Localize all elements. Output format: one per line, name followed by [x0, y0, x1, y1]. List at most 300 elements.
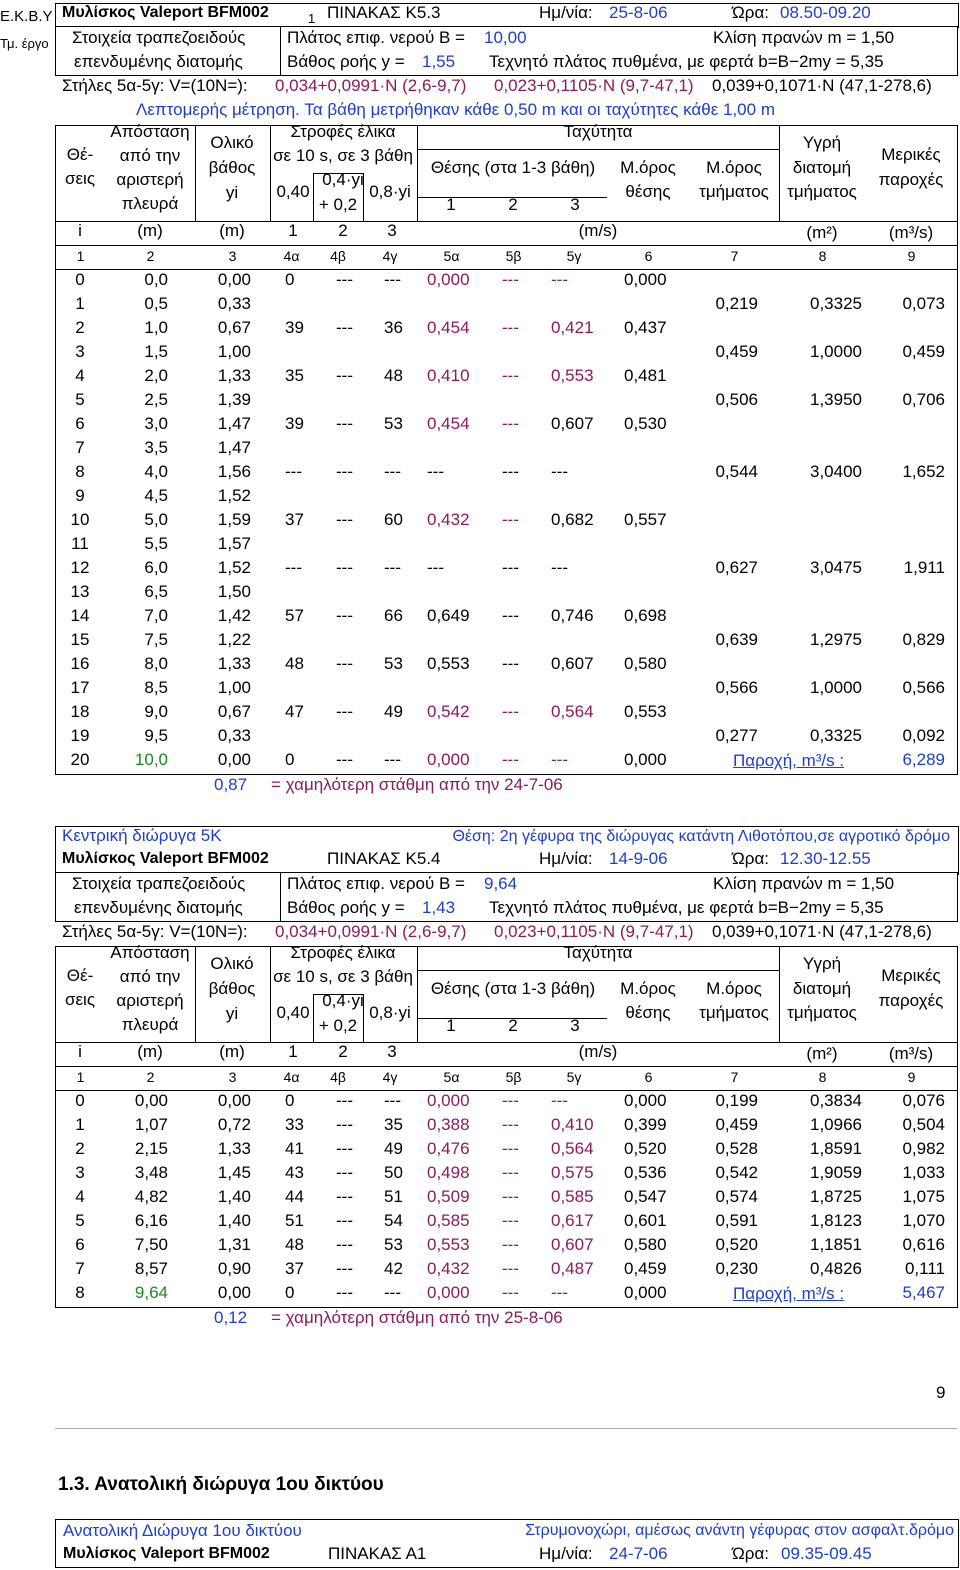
header-partial-flow-2: παροχές [878, 170, 944, 189]
page-mark: 1 [308, 11, 316, 26]
table-cell: --- [502, 606, 519, 625]
header-position-2: σεις [64, 990, 96, 1009]
table-cell: --- [285, 558, 302, 577]
table-cell: 1,40 [217, 1187, 251, 1206]
column-number: 6 [644, 1069, 653, 1085]
numbering-divider [55, 245, 957, 246]
table-cell: --- [502, 702, 519, 721]
table-cell: 1,39 [217, 390, 251, 409]
column-number: 9 [907, 248, 916, 264]
table-cell: 0,199 [715, 1091, 758, 1110]
table-cell: 36 [384, 318, 403, 337]
table-cell: 0,498 [427, 1163, 470, 1182]
unit-velocity: (m/s) [578, 1042, 618, 1061]
page-divider [55, 1428, 957, 1429]
header-divider [313, 173, 363, 174]
table-cell: 0,3325 [810, 294, 862, 313]
table-cell: 0,388 [427, 1115, 470, 1134]
table-cell: 0,410 [427, 366, 470, 385]
table-cell: 0,520 [715, 1235, 758, 1254]
header-mean-segment-2: τμήματος [699, 182, 769, 201]
column-number: 1 [76, 248, 85, 264]
table-cell: --- [502, 1211, 519, 1230]
table-cell: 1,47 [217, 414, 251, 433]
table-cell: --- [285, 462, 302, 481]
table-cell: --- [551, 750, 568, 769]
table-cell: 17 [70, 678, 90, 697]
table-cell: 47 [285, 702, 304, 721]
table-cell: 39 [285, 414, 304, 433]
table-cell: 4,82 [134, 1187, 168, 1206]
header-partial-flow-1: Μερικές [881, 145, 941, 164]
table-cell: --- [384, 750, 401, 769]
header-total-depth-3: yi [225, 1004, 239, 1023]
table-cell: 5 [75, 390, 85, 409]
table-cell: --- [336, 702, 353, 721]
header-divider [313, 173, 314, 221]
table-cell: 53 [384, 654, 403, 673]
table-cell: 43 [285, 1163, 304, 1182]
table-cell: 1,8725 [810, 1187, 862, 1206]
table-cell: 0,0 [144, 270, 168, 289]
column-number: 5α [443, 1069, 460, 1085]
table-cell: 1,0000 [810, 678, 862, 697]
table-cell: --- [502, 510, 519, 529]
location-text: Θέση: 2η γέφυρα της διώρυγας κατάντη Λιθοτόπου,σε αγροτικό δρόμο [452, 828, 950, 845]
header-mean-segment-2: τμήματος [699, 1003, 769, 1022]
table-cell: 0,536 [624, 1163, 667, 1182]
table-cell: 0,00 [217, 1283, 251, 1302]
header-distance-2: από την [119, 146, 181, 165]
table-cell: 1,07 [134, 1115, 168, 1134]
table-cell: 0,528 [715, 1139, 758, 1158]
table-cell: 0,553 [624, 702, 667, 721]
table-cell: --- [336, 1283, 353, 1302]
table-cell: 0,585 [551, 1187, 594, 1206]
table-cell: 10,0 [134, 750, 168, 769]
header-distance-1: Απόσταση [110, 943, 190, 962]
table-cell: 2 [75, 1139, 85, 1158]
table-cell: 0,111 [904, 1259, 945, 1278]
table-cell: 0,72 [217, 1115, 251, 1134]
table-cell: 6,0 [144, 558, 168, 577]
header-divider [313, 994, 314, 1042]
column-number: 5β [505, 1069, 522, 1085]
table-cell: 8 [75, 1283, 85, 1302]
table-cell: 1,2975 [810, 630, 862, 649]
unit-m-depth: (m) [219, 221, 245, 240]
table-id: ΠΙΝΑΚΑΣ Κ5.3 [327, 3, 441, 22]
header-position-1: Θέ- [66, 966, 94, 985]
table-cell: 0,601 [624, 1211, 667, 1230]
header-divider [195, 125, 196, 221]
column-number: 7 [730, 1069, 739, 1085]
header-position-velocity: Θέσης (στα 1-3 βάθη) [430, 979, 596, 998]
header-divider [417, 149, 780, 150]
table-cell: 1,0966 [810, 1115, 862, 1134]
total-flow-label: Παροχή, m³/s : [733, 1284, 845, 1303]
unit-area: (m²) [806, 223, 838, 242]
surface-width-value: 9,64 [484, 874, 518, 893]
table-cell: 50 [384, 1163, 403, 1182]
header-distance-4: πλευρά [121, 1015, 179, 1034]
table-cell: 15 [70, 630, 90, 649]
header-depth-040: 0,40 [276, 1003, 310, 1022]
unit-rev-2: 2 [338, 1042, 348, 1061]
table-cell: 0,580 [624, 654, 667, 673]
column-number: 5γ [566, 1069, 582, 1085]
table-cell: 0,000 [427, 270, 470, 289]
table-cell: 48 [384, 366, 403, 385]
table-cell: 18 [70, 702, 90, 721]
unit-velocity: (m/s) [578, 221, 618, 240]
table-cell: 0 [285, 270, 295, 289]
column-number: 2 [146, 1069, 155, 1085]
table-cell: 0,547 [624, 1187, 667, 1206]
table-cell: 0,616 [902, 1235, 945, 1254]
table-cell: 9,64 [134, 1283, 168, 1302]
table-cell: 0,000 [624, 1283, 667, 1302]
bottom-width-text: Τεχνητό πλάτος πυθμένα, με φερτά b=B−2my = 5,35 [489, 52, 884, 71]
table-cell: --- [502, 414, 519, 433]
table-cell: 0,454 [427, 318, 470, 337]
table-cell: 0,617 [551, 1211, 594, 1230]
table-cell: 0,3325 [810, 726, 862, 745]
flow-depth-label: Βάθος ροής y = [287, 52, 405, 71]
date-value: 14-9-06 [609, 849, 668, 868]
table-cell: 6,5 [144, 582, 168, 601]
header-position-2: σεις [64, 169, 96, 188]
header-velocity-depth-1: 1 [446, 195, 456, 214]
trapezoid-label-2: επενδυμένης διατομής [74, 898, 243, 917]
table-cell: 0 [285, 1091, 295, 1110]
header-divider [270, 946, 271, 1042]
table-cell: 3,0400 [810, 462, 862, 481]
table-cell: 1,8123 [810, 1211, 862, 1230]
header-revolutions-1: Στροφές έλικα [290, 122, 396, 141]
table-cell: 11 [71, 534, 89, 553]
header-velocity: Ταχύτητα [563, 122, 633, 141]
table-cell: 0,607 [551, 654, 594, 673]
table-cell: 4 [75, 1187, 85, 1206]
unit-m-distance: (m) [137, 221, 163, 240]
header-distance-1: Απόσταση [110, 122, 190, 141]
table-cell: 48 [285, 1235, 304, 1254]
header-divider [270, 125, 271, 221]
table-cell: 9 [75, 486, 85, 505]
table-cell: 19 [70, 726, 90, 745]
table-cell: 53 [384, 414, 403, 433]
table-cell: 0,580 [624, 1235, 667, 1254]
unit-m-distance: (m) [137, 1042, 163, 1061]
table-cell: 2,15 [134, 1139, 168, 1158]
table-cell: 0,607 [551, 1235, 594, 1254]
table-cell: 8,57 [134, 1259, 168, 1278]
table-cell: --- [336, 1211, 353, 1230]
table-cell: 0,476 [427, 1139, 470, 1158]
unit-flow: (m³/s) [888, 1044, 934, 1063]
date-value: 25-8-06 [609, 3, 668, 22]
table-cell: --- [502, 558, 519, 577]
table-cell: 1,0000 [810, 342, 862, 361]
header-wet-area-3: τμήματος [787, 1003, 857, 1022]
table-cell: 0,639 [715, 630, 758, 649]
table-cell: 0,000 [427, 1283, 470, 1302]
column-number: 4α [283, 248, 300, 264]
table-cell: 0,481 [624, 366, 667, 385]
table-cell: 1,3950 [810, 390, 862, 409]
header-mean-position-2: θέσης [625, 1003, 671, 1022]
table-cell: --- [502, 366, 519, 385]
table-cell: --- [336, 414, 353, 433]
header-wet-area-1: Υγρή [802, 954, 842, 973]
table-cell: 1,075 [902, 1187, 945, 1206]
table-cell: 1,22 [217, 630, 251, 649]
table-cell: --- [502, 1187, 519, 1206]
column-number: 6 [644, 248, 653, 264]
table-cell: 37 [285, 510, 304, 529]
table-cell: --- [502, 1091, 519, 1110]
header-total-depth-1: Ολικό [210, 133, 254, 152]
column-number: 9 [907, 1069, 916, 1085]
table-cell: 7 [75, 1259, 85, 1278]
table-cell: 0,073 [902, 294, 945, 313]
table-cell: 0,454 [427, 414, 470, 433]
table-cell: 9,5 [144, 726, 168, 745]
table-cell: 0,3834 [810, 1091, 862, 1110]
table-cell: 1,8591 [810, 1139, 862, 1158]
table-cell: 0,33 [217, 294, 251, 313]
header-mean-position-1: Μ.όρος [620, 979, 676, 998]
header-wet-area-3: τμήματος [787, 182, 857, 201]
header-depth-08y: 0,8·yi [369, 182, 411, 201]
table-cell: 41 [285, 1139, 304, 1158]
table-cell: 33 [285, 1115, 304, 1134]
table-cell: 5,5 [144, 534, 168, 553]
formula-1: 0,034+0,0991·N (2,6-9,7) [275, 76, 467, 95]
formula-3: 0,039+0,1071·N (47,1-278,6) [712, 922, 932, 941]
table-cell: 0,509 [427, 1187, 470, 1206]
header-divider [779, 125, 780, 221]
slope-text: Κλίση πρανών m = 1,50 [713, 874, 895, 893]
table-id: ΠΙΝΑΚΑΣ Α1 [328, 1544, 427, 1563]
table-cell: 0,553 [551, 366, 594, 385]
corner-text-2: Τμ. έργο [0, 36, 49, 51]
header-revolutions-2: σε 10 s, σε 3 βάθη [273, 967, 413, 986]
time-value: 08.50-09.20 [780, 3, 871, 22]
table-cell: --- [384, 558, 401, 577]
table-cell: --- [551, 1091, 568, 1110]
location-text: Στρυμονοχώρι, αμέσως ανάντη γέφυρας στον ασφαλτ.δρόμο [525, 1522, 954, 1539]
column-number: 4β [330, 248, 346, 264]
header-partial-flow-2: παροχές [878, 991, 944, 1010]
table-a1-header [55, 1519, 959, 1568]
time-label: Ώρα: [732, 849, 770, 868]
table-cell: 1,31 [217, 1235, 251, 1254]
date-label: Ημ/νία: [539, 849, 593, 868]
column-number: 4α [283, 1069, 300, 1085]
table-cell: --- [384, 1091, 401, 1110]
header-divider [195, 946, 196, 1042]
table-cell: --- [336, 1163, 353, 1182]
table-cell: 1,1851 [810, 1235, 862, 1254]
unit-i: i [78, 221, 82, 240]
table-cell: 0,000 [624, 750, 667, 769]
table-cell: --- [384, 270, 401, 289]
header-velocity-depth-3: 3 [570, 195, 580, 214]
table-cell: 1,911 [903, 558, 945, 577]
table-cell: --- [336, 1187, 353, 1206]
table-cell: 0,530 [624, 414, 667, 433]
table-cell: 0,682 [551, 510, 594, 529]
date-value: 24-7-06 [609, 1544, 668, 1563]
table-cell: 7 [75, 438, 85, 457]
table-cell: 1,9059 [810, 1163, 862, 1182]
unit-rev-1: 1 [288, 1042, 298, 1061]
table-cell: 54 [384, 1211, 403, 1230]
table-cell: --- [336, 1235, 353, 1254]
channel-name: Ανατολική Διώρυγα 1ου δικτύου [63, 1521, 302, 1540]
table-cell: --- [336, 270, 353, 289]
header-divider [779, 946, 780, 1042]
table-cell: 44 [285, 1187, 304, 1206]
table-cell: 39 [285, 318, 304, 337]
table-cell: 1,070 [902, 1211, 945, 1230]
table-cell: 0,591 [715, 1211, 758, 1230]
unit-area: (m²) [806, 1044, 838, 1063]
header-revolutions-1: Στροφές έλικα [290, 943, 396, 962]
surface-width-value: 10,00 [484, 28, 527, 47]
header-mean-segment-1: Μ.όρος [706, 979, 762, 998]
header-total-depth-2: βάθος [208, 158, 256, 177]
header-partial-flow-1: Μερικές [881, 966, 941, 985]
table-cell: 0,33 [217, 726, 251, 745]
table-cell: 0,000 [427, 750, 470, 769]
table-cell: 1 [75, 1115, 85, 1134]
header-depth-040: 0,40 [276, 182, 310, 201]
header-position-velocity: Θέσης (στα 1-3 βάθη) [430, 158, 596, 177]
unit-rev-3: 3 [387, 221, 397, 240]
table-cell: 1,57 [217, 534, 251, 553]
header-velocity-depth-2: 2 [508, 195, 518, 214]
table-cell: --- [551, 558, 568, 577]
level-difference-value: 0,12 [214, 1308, 248, 1327]
table-cell: 5,0 [144, 510, 168, 529]
table-cell: 1,52 [217, 486, 251, 505]
time-value: 09.35-09.45 [781, 1544, 872, 1563]
level-difference-text: = χαμηλότερη στάθμη από την 24-7-06 [271, 775, 563, 794]
units-divider [55, 1042, 957, 1043]
table-cell: 0,437 [624, 318, 667, 337]
table-cell: 0,487 [551, 1259, 594, 1278]
slope-text: Κλίση πρανών m = 1,50 [713, 28, 895, 47]
header-mean-segment-1: Μ.όρος [706, 158, 762, 177]
header-velocity-depth-1: 1 [446, 1016, 456, 1035]
table-cell: 0,982 [902, 1139, 945, 1158]
header-total-depth-2: βάθος [208, 979, 256, 998]
column-number: 5α [443, 248, 460, 264]
table-cell: --- [502, 462, 519, 481]
unit-i: i [78, 1042, 82, 1061]
unit-rev-3: 3 [387, 1042, 397, 1061]
table-cell: 0,706 [902, 390, 945, 409]
table-cell: 0,553 [427, 654, 470, 673]
level-difference-value: 0,87 [214, 775, 248, 794]
table-cell: 0,553 [427, 1235, 470, 1254]
numbering-divider [55, 1066, 957, 1067]
table-cell: 3,0475 [810, 558, 862, 577]
table-cell: --- [551, 1283, 568, 1302]
table-cell: 8 [75, 462, 85, 481]
instrument-name: Μυλίσκος Valeport BFM002 [62, 850, 269, 867]
header-depth-04y: 0,4·yi [322, 170, 364, 189]
table-cell: 0,459 [624, 1259, 667, 1278]
table-cell: 0,504 [902, 1115, 945, 1134]
title-row-frame [55, 3, 959, 28]
table-cell: 48 [285, 654, 304, 673]
table-cell: --- [502, 1163, 519, 1182]
table-cell: 0,00 [217, 270, 251, 289]
table-cell: 0,746 [551, 606, 594, 625]
measurement-note: Λεπτομερής μέτρηση. Τα βάθη μετρήθηκαν κάθε 0,50 m και οι ταχύτητες κάθε 1,00 m [136, 100, 775, 119]
level-difference-text: = χαμηλότερη στάθμη από την 25-8-06 [271, 1308, 563, 1327]
header-depth-04y: 0,4·yi [322, 991, 364, 1010]
formula-2: 0,023+0,1105·N (9,7-47,1) [494, 76, 694, 95]
table-cell: 9,0 [144, 702, 168, 721]
table-cell: 35 [384, 1115, 403, 1134]
table-cell: 5 [75, 1211, 85, 1230]
table-cell: 0,000 [427, 1091, 470, 1110]
table-cell: 0,00 [134, 1091, 168, 1110]
table-cell: --- [336, 462, 353, 481]
table-cell: 1,0 [144, 318, 168, 337]
table-cell: 0,399 [624, 1115, 667, 1134]
date-label: Ημ/νία: [539, 1544, 593, 1563]
table-cell: 2,0 [144, 366, 168, 385]
table-cell: 0,432 [427, 1259, 470, 1278]
table-cell: 6 [75, 1235, 85, 1254]
header-mean-position-2: θέσης [625, 182, 671, 201]
surface-width-label: Πλάτος επιφ. νερού Β = [287, 874, 465, 893]
table-cell: --- [384, 1283, 401, 1302]
table-cell: 0,219 [715, 294, 758, 313]
header-position-1: Θέ- [66, 145, 94, 164]
header-divider [417, 1018, 607, 1019]
header-distance-3: αριστερή [116, 170, 184, 189]
table-cell: 42 [384, 1259, 403, 1278]
units-divider [55, 221, 957, 222]
flow-depth-value: 1,43 [422, 898, 456, 917]
trapezoid-label-1: Στοιχεία τραπεζοειδούς [72, 874, 246, 893]
bottom-width-text: Τεχνητό πλάτος πυθμένα, με φερτά b=B−2my = 5,35 [489, 898, 884, 917]
table-cell: 1,33 [217, 654, 251, 673]
table-cell: 1,40 [217, 1211, 251, 1230]
table-cell: 0,4826 [810, 1259, 862, 1278]
table-cell: --- [502, 1259, 519, 1278]
table-cell: 0,566 [715, 678, 758, 697]
unit-rev-2: 2 [338, 221, 348, 240]
table-cell: 0,459 [902, 342, 945, 361]
channel-name: Κεντρική διώρυγα 5Κ [62, 826, 222, 845]
table-cell: 16 [70, 654, 90, 673]
table-cell: 1,33 [217, 366, 251, 385]
section-title: 1.3. Ανατολική διώρυγα 1ου δικτύου [58, 1474, 384, 1495]
table-cell: 0 [75, 1091, 85, 1110]
header-velocity: Ταχύτητα [563, 943, 633, 962]
table-cell: 35 [285, 366, 304, 385]
column-number: 4γ [382, 1069, 398, 1085]
unit-rev-1: 1 [288, 221, 298, 240]
